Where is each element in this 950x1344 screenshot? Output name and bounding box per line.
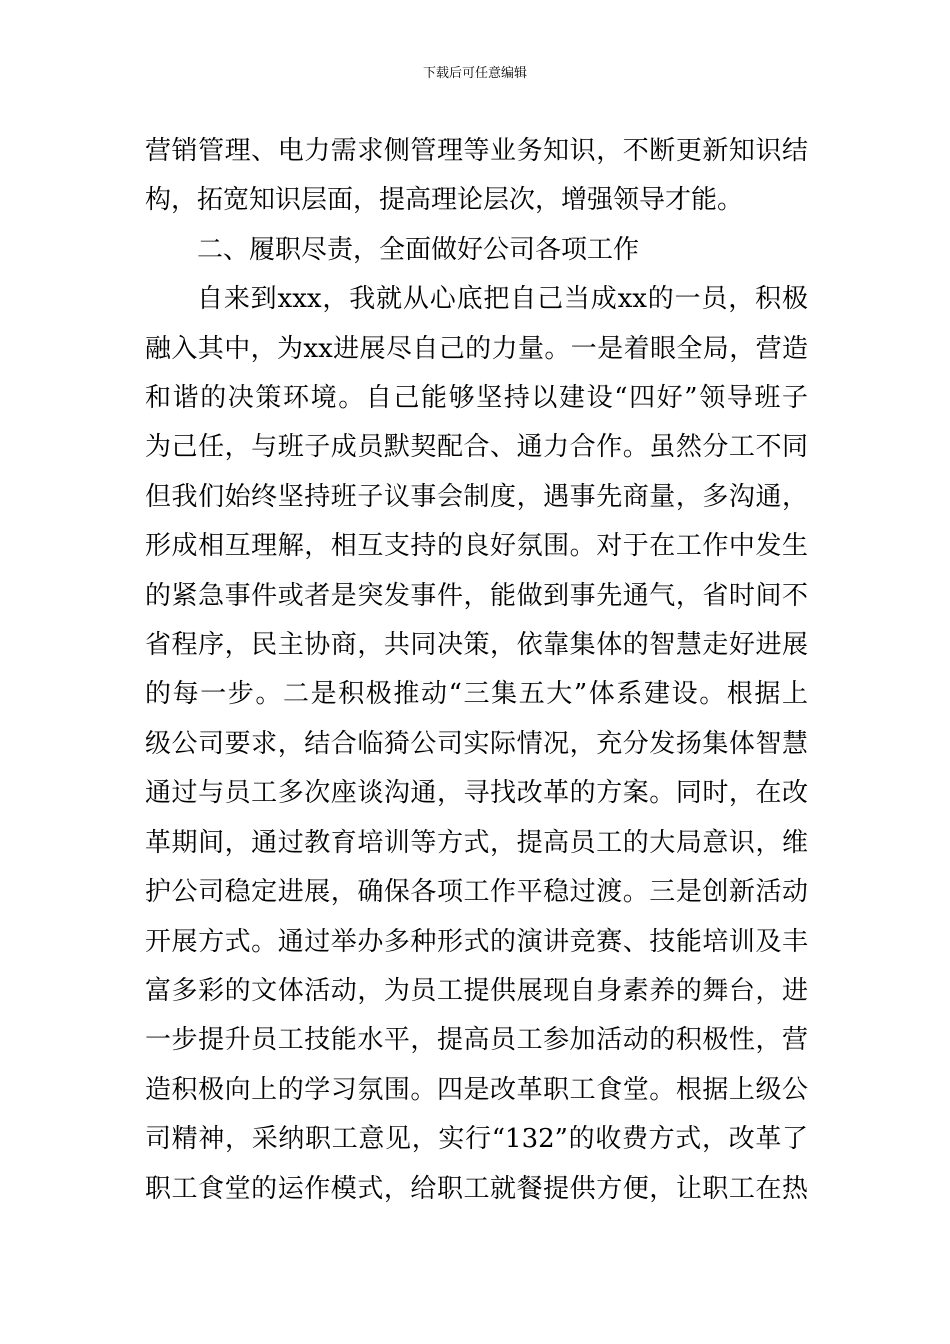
text-line: 开展方式。通过举办多种形式的演讲竞赛、技能培训及丰 <box>145 926 808 957</box>
text-line: 的紧急事件或者是突发事件，能做到事先通气，省时间不 <box>145 580 808 611</box>
text-line: 级公司要求，结合临猗公司实际情况，充分发扬集体智慧 <box>145 728 808 759</box>
text-line: 但我们始终坚持班子议事会制度，遇事先商量，多沟通， <box>145 481 808 512</box>
page-header: 下载后可任意编辑 <box>422 66 527 81</box>
text-line: 形成相互理解，相互支持的良好氛围。对于在工作中发生 <box>145 531 808 562</box>
document-body <box>145 127 808 1214</box>
text-line: 为己任，与班子成员默契配合、通力合作。虽然分工不同 <box>145 432 808 463</box>
text-line: 造积极向上的学习氛围。四是改革职工食堂。根据上级公 <box>145 1074 808 1105</box>
text-line: 司精神，采纳职工意见，实行“132”的收费方式，改革了 <box>145 1124 808 1155</box>
text-line: 二、履职尽责，全面做好公司各项工作 <box>197 234 640 265</box>
text-line: 富多彩的文体活动，为员工提供展现自身素养的舞台，进 <box>145 975 808 1006</box>
text-line: 构，拓宽知识层面，提高理论层次，增强领导才能。 <box>145 185 744 216</box>
text-line: 自来到xxx，我就从心底把自己当成xx的一员，积极 <box>197 284 808 315</box>
text-line: 的每一步。二是积极推动“三集五大”体系建设。根据上 <box>145 679 808 710</box>
text-line: 革期间，通过教育培训等方式，提高员工的大局意识，维 <box>145 827 808 858</box>
text-line: 通过与员工多次座谈沟通，寻找改革的方案。同时，在改 <box>145 778 808 809</box>
text-line: 省程序，民主协商，共同决策，依靠集体的智慧走好进展 <box>145 630 808 661</box>
text-line: 护公司稳定进展，确保各项工作平稳过渡。三是创新活动 <box>145 877 808 908</box>
text-line: 融入其中，为xx进展尽自己的力量。一是着眼全局，营造 <box>145 333 808 364</box>
text-line: 和谐的决策环境。自己能够坚持以建设“四好”领导班子 <box>145 383 808 414</box>
text-line: 职工食堂的运作模式，给职工就餐提供方便，让职工在热 <box>145 1173 808 1204</box>
text-line: 一步提升员工技能水平，提高员工参加活动的积极性，营 <box>145 1025 808 1056</box>
text-line: 营销管理、电力需求侧管理等业务知识，不断更新知识结 <box>145 136 808 166</box>
